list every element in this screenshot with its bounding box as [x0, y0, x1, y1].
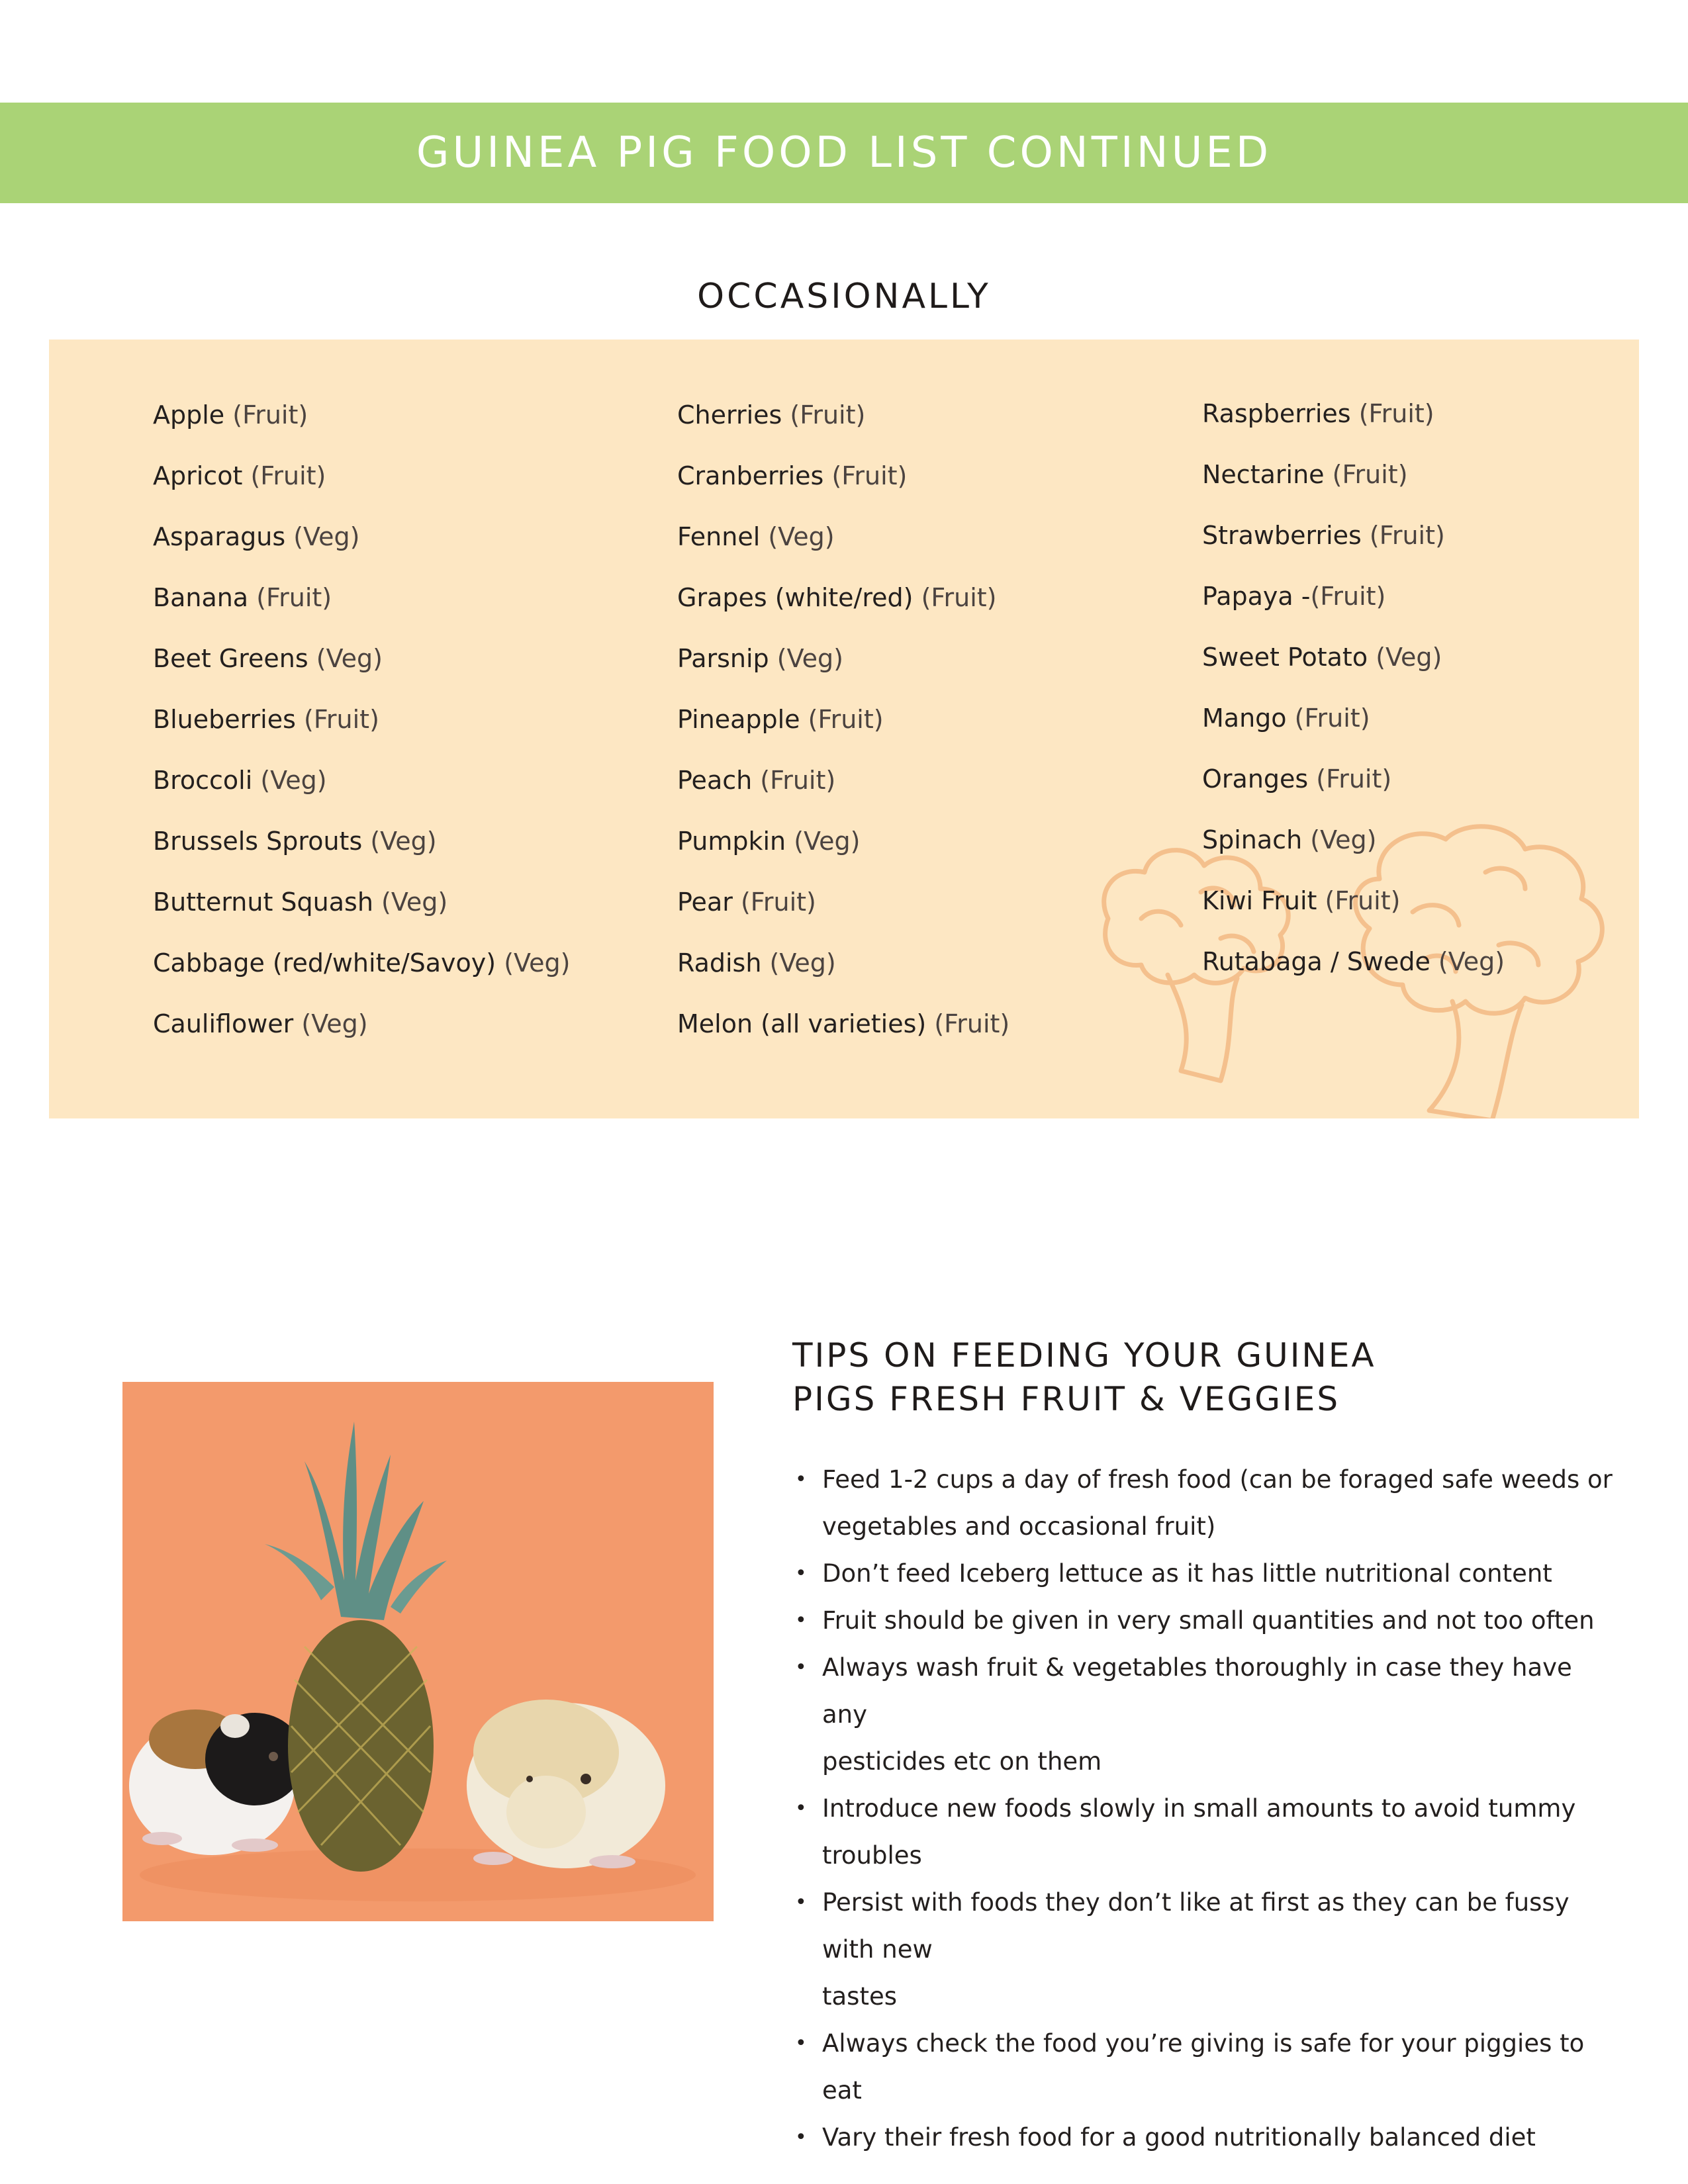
- food-category: (Veg): [769, 948, 836, 978]
- food-item: [677, 461, 907, 490]
- food-category: (Veg): [794, 827, 861, 856]
- food-category: (Fruit): [740, 887, 816, 917]
- tip-line: Persist with foods they don’t like at first as they can be fussy with new: [822, 1888, 1570, 1964]
- food-item: [153, 461, 326, 490]
- tip-line: Always wash fruit & vegetables thoroughly in case they have any: [822, 1653, 1572, 1729]
- tip-item: [792, 1597, 1620, 1644]
- food-item: [153, 522, 359, 551]
- food-name: Broccoli: [153, 766, 253, 795]
- tips-list: [792, 1456, 1620, 2161]
- food-name: Beet Greens: [153, 644, 308, 673]
- food-category: (Fruit): [831, 461, 908, 490]
- tip-item: [792, 2114, 1620, 2161]
- food-name: Grapes (white/red): [677, 583, 914, 612]
- food-item: [677, 827, 860, 856]
- food-item: [1202, 643, 1442, 672]
- food-category: (Fruit): [1369, 521, 1445, 550]
- bullet-icon: •: [795, 1609, 807, 1632]
- bullet-icon: •: [795, 2032, 807, 2055]
- food-category: (Veg): [370, 827, 437, 856]
- food-item: [677, 522, 835, 551]
- food-category: (Fruit): [1325, 886, 1401, 915]
- tip-item: [792, 1879, 1620, 2020]
- food-category: (Veg): [1310, 825, 1377, 854]
- food-category: (Fruit): [1358, 399, 1434, 428]
- tips-heading-line: PIGS FRESH FRUIT & VEGGIES: [792, 1380, 1340, 1418]
- food-name: Mango: [1202, 704, 1287, 733]
- food-name: Papaya -: [1202, 582, 1311, 611]
- food-category: (Veg): [301, 1009, 368, 1038]
- food-item: [1202, 947, 1505, 976]
- bullet-icon: •: [795, 1468, 807, 1491]
- food-item: [1202, 582, 1385, 611]
- food-category: (Fruit): [1294, 704, 1370, 733]
- food-item: [153, 400, 308, 430]
- tip-item: [792, 1785, 1620, 1879]
- food-category: (Fruit): [1332, 460, 1408, 489]
- food-category: (Fruit): [808, 705, 884, 734]
- food-name: Pear: [677, 887, 733, 917]
- tips-heading: [792, 1334, 1620, 1421]
- food-name: Strawberries: [1202, 521, 1362, 550]
- food-item: [677, 887, 816, 917]
- food-item: [153, 827, 437, 856]
- food-name: Oranges: [1202, 764, 1309, 794]
- page-title: GUINEA PIG FOOD LIST CONTINUED: [416, 128, 1272, 177]
- tip-item: [792, 1644, 1620, 1785]
- tip-line: vegetables and occasional fruit): [822, 1512, 1216, 1541]
- guinea-pigs-pineapple-photo: [122, 1382, 714, 1921]
- food-category: (Veg): [316, 644, 383, 673]
- food-category: (Veg): [776, 644, 843, 673]
- food-name: Sweet Potato: [1202, 643, 1368, 672]
- food-name: Blueberries: [153, 705, 296, 734]
- food-name: Radish: [677, 948, 762, 978]
- food-name: Pumpkin: [677, 827, 786, 856]
- food-category: (Fruit): [934, 1009, 1010, 1038]
- food-name: Peach: [677, 766, 753, 795]
- food-name: Apple: [153, 400, 225, 430]
- food-category: (Fruit): [790, 400, 866, 430]
- food-item: [677, 705, 884, 734]
- food-name: Fennel: [677, 522, 761, 551]
- food-name: Cabbage (red/white/Savoy): [153, 948, 496, 978]
- occasionally-heading: OCCASIONALLY: [697, 277, 991, 316]
- food-name: Apricot: [153, 461, 243, 490]
- bullet-icon: •: [795, 1891, 807, 1914]
- food-category: (Veg): [381, 887, 448, 917]
- food-category: (Veg): [293, 522, 360, 551]
- photo-illustration: [122, 1382, 714, 1921]
- food-item: [153, 583, 332, 612]
- food-category: (Veg): [504, 948, 571, 978]
- food-category: (Fruit): [760, 766, 836, 795]
- tip-line: Always check the food you’re giving is safe for your piggies to eat: [822, 2029, 1585, 2105]
- food-name: Butternut Squash: [153, 887, 373, 917]
- food-item: [677, 644, 843, 673]
- food-category: (Veg): [1438, 947, 1505, 976]
- food-category: (Fruit): [304, 705, 379, 734]
- tip-line: Feed 1-2 cups a day of fresh food (can be foraged safe weeds or: [822, 1465, 1613, 1494]
- food-name: Cranberries: [677, 461, 824, 490]
- food-name: Asparagus: [153, 522, 286, 551]
- food-item: [1202, 521, 1445, 550]
- food-item: [677, 400, 865, 430]
- food-item: [1202, 460, 1408, 489]
- food-item: [153, 705, 379, 734]
- food-item: [677, 583, 997, 612]
- food-category: (Fruit): [232, 400, 308, 430]
- food-category: (Fruit): [921, 583, 997, 612]
- food-item: [153, 887, 447, 917]
- food-name: Brussels Sprouts: [153, 827, 363, 856]
- food-category: (Veg): [1376, 643, 1442, 672]
- bullet-icon: •: [795, 1797, 807, 1820]
- tip-line: Fruit should be given in very small quantities and not too often: [822, 1606, 1595, 1635]
- bullet-icon: •: [795, 1656, 807, 1679]
- bullet-icon: •: [795, 1562, 807, 1585]
- food-category: (Fruit): [250, 461, 326, 490]
- food-category: (Fruit): [256, 583, 332, 612]
- food-name: Cauliflower: [153, 1009, 294, 1038]
- food-category: (Veg): [768, 522, 835, 551]
- food-item: [1202, 825, 1376, 854]
- tips-heading-line: TIPS ON FEEDING YOUR GUINEA: [792, 1336, 1376, 1375]
- food-name: Pineapple: [677, 705, 800, 734]
- food-name: Nectarine: [1202, 460, 1325, 489]
- food-item: [1202, 764, 1391, 794]
- tip-line: Don’t feed Iceberg lettuce as it has little nutritional content: [822, 1559, 1552, 1588]
- food-name: Rutabaga / Swede: [1202, 947, 1430, 976]
- food-category: (Veg): [260, 766, 327, 795]
- food-name: Parsnip: [677, 644, 769, 673]
- food-name: Melon (all varieties): [677, 1009, 927, 1038]
- food-name: Spinach: [1202, 825, 1303, 854]
- tip-line: Vary their fresh food for a good nutritionally balanced diet: [822, 2123, 1536, 2152]
- food-item: [153, 766, 327, 795]
- food-item: [1202, 399, 1434, 428]
- food-category: (Fruit): [1310, 582, 1386, 611]
- food-name: Kiwi Fruit: [1202, 886, 1317, 915]
- food-category: (Fruit): [1316, 764, 1392, 794]
- food-item: [1202, 704, 1370, 733]
- food-name: Banana: [153, 583, 249, 612]
- tip-line: Introduce new foods slowly in small amounts to avoid tummy troubles: [822, 1794, 1576, 1870]
- food-name: Raspberries: [1202, 399, 1351, 428]
- food-item: [153, 1009, 368, 1038]
- tip-item: [792, 2020, 1620, 2114]
- food-item: [677, 766, 835, 795]
- tip-line: tastes: [822, 1982, 898, 2011]
- tip-item: [792, 1550, 1620, 1597]
- food-item: [677, 948, 836, 978]
- food-name: Cherries: [677, 400, 782, 430]
- tip-item: [792, 1456, 1620, 1550]
- title-banner: [0, 103, 1688, 203]
- bullet-icon: •: [795, 2126, 807, 2149]
- occasionally-food-panel: [49, 340, 1639, 1118]
- food-item: [153, 644, 383, 673]
- food-item: [1202, 886, 1400, 915]
- tip-line: pesticides etc on them: [822, 1747, 1102, 1776]
- food-item: [153, 948, 570, 978]
- food-item: [677, 1009, 1009, 1038]
